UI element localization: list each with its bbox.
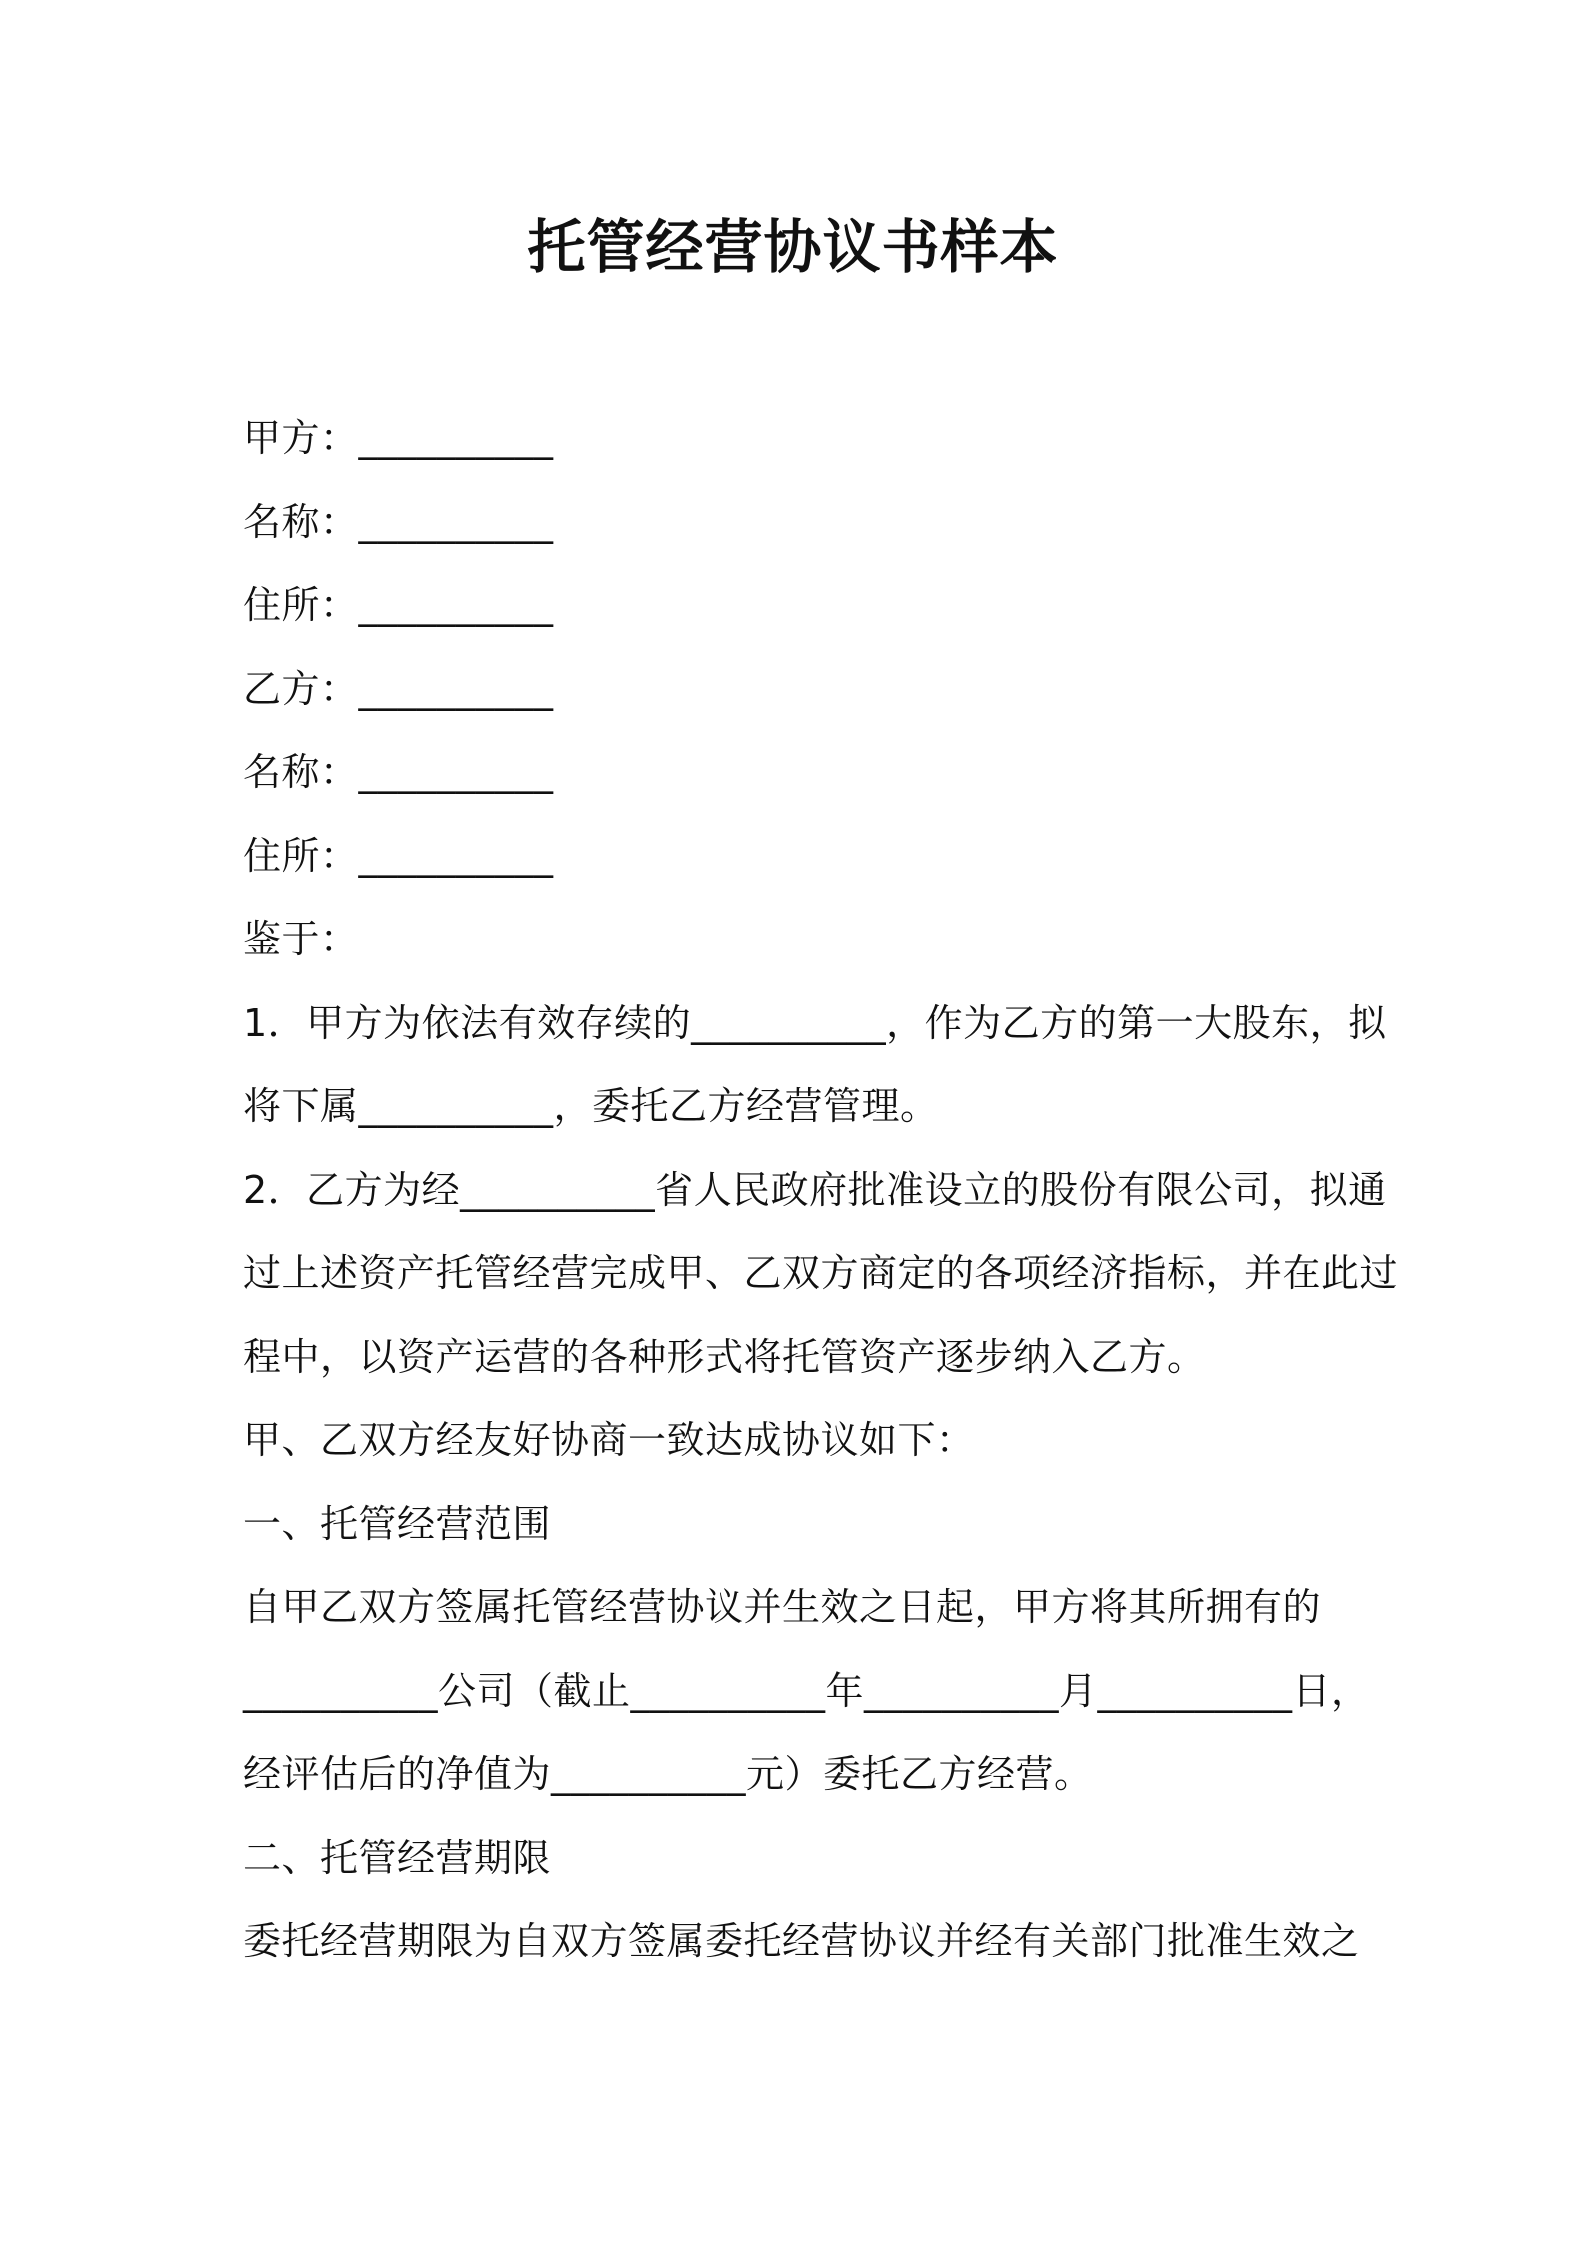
party-a-field: 甲方：__________ — [243, 416, 554, 460]
whereas-heading: 鉴于： — [243, 917, 359, 961]
party-b-name-field: 名称：__________ — [243, 750, 554, 794]
recital-2-line: 过上述资产托管经营完成甲、乙双方商定的各项经济指标，并在此过 — [243, 1251, 1399, 1295]
section-1-line: __________公司（截止__________年__________月__________日， — [243, 1669, 1370, 1713]
party-b-field: 乙方：__________ — [243, 667, 554, 711]
party-a-name-field: 名称：__________ — [243, 500, 554, 544]
section-1-line: 经评估后的净值为__________元）委托乙方经营。 — [243, 1752, 1093, 1796]
section-1-heading: 一、托管经营范围 — [243, 1502, 552, 1546]
recital-1-line: 将下属__________，委托乙方经营管理。 — [243, 1084, 939, 1128]
agreement-intro: 甲、乙双方经友好协商一致达成协议如下： — [243, 1418, 975, 1462]
party-a-address-field: 住所：__________ — [243, 583, 554, 627]
recital-1-line: 1．甲方为依法有效存续的__________，作为乙方的第一大股东，拟 — [243, 1001, 1387, 1045]
party-b-address-field: 住所：__________ — [243, 834, 554, 878]
section-1-line: 自甲乙双方签属托管经营协议并生效之日起，甲方将其所拥有的 — [243, 1585, 1322, 1629]
section-2-line: 委托经营期限为自双方签属委托经营协议并经有关部门批准生效之 — [243, 1919, 1360, 1963]
recital-2-line: 2．乙方为经__________省人民政府批准设立的股份有限公司，拟通 — [243, 1168, 1387, 1212]
document-title: 托管经营协议书样本 — [527, 213, 1059, 281]
section-2-heading: 二、托管经营期限 — [243, 1836, 552, 1880]
recital-2-line: 程中，以资产运营的各种形式将托管资产逐步纳入乙方。 — [243, 1335, 1206, 1379]
